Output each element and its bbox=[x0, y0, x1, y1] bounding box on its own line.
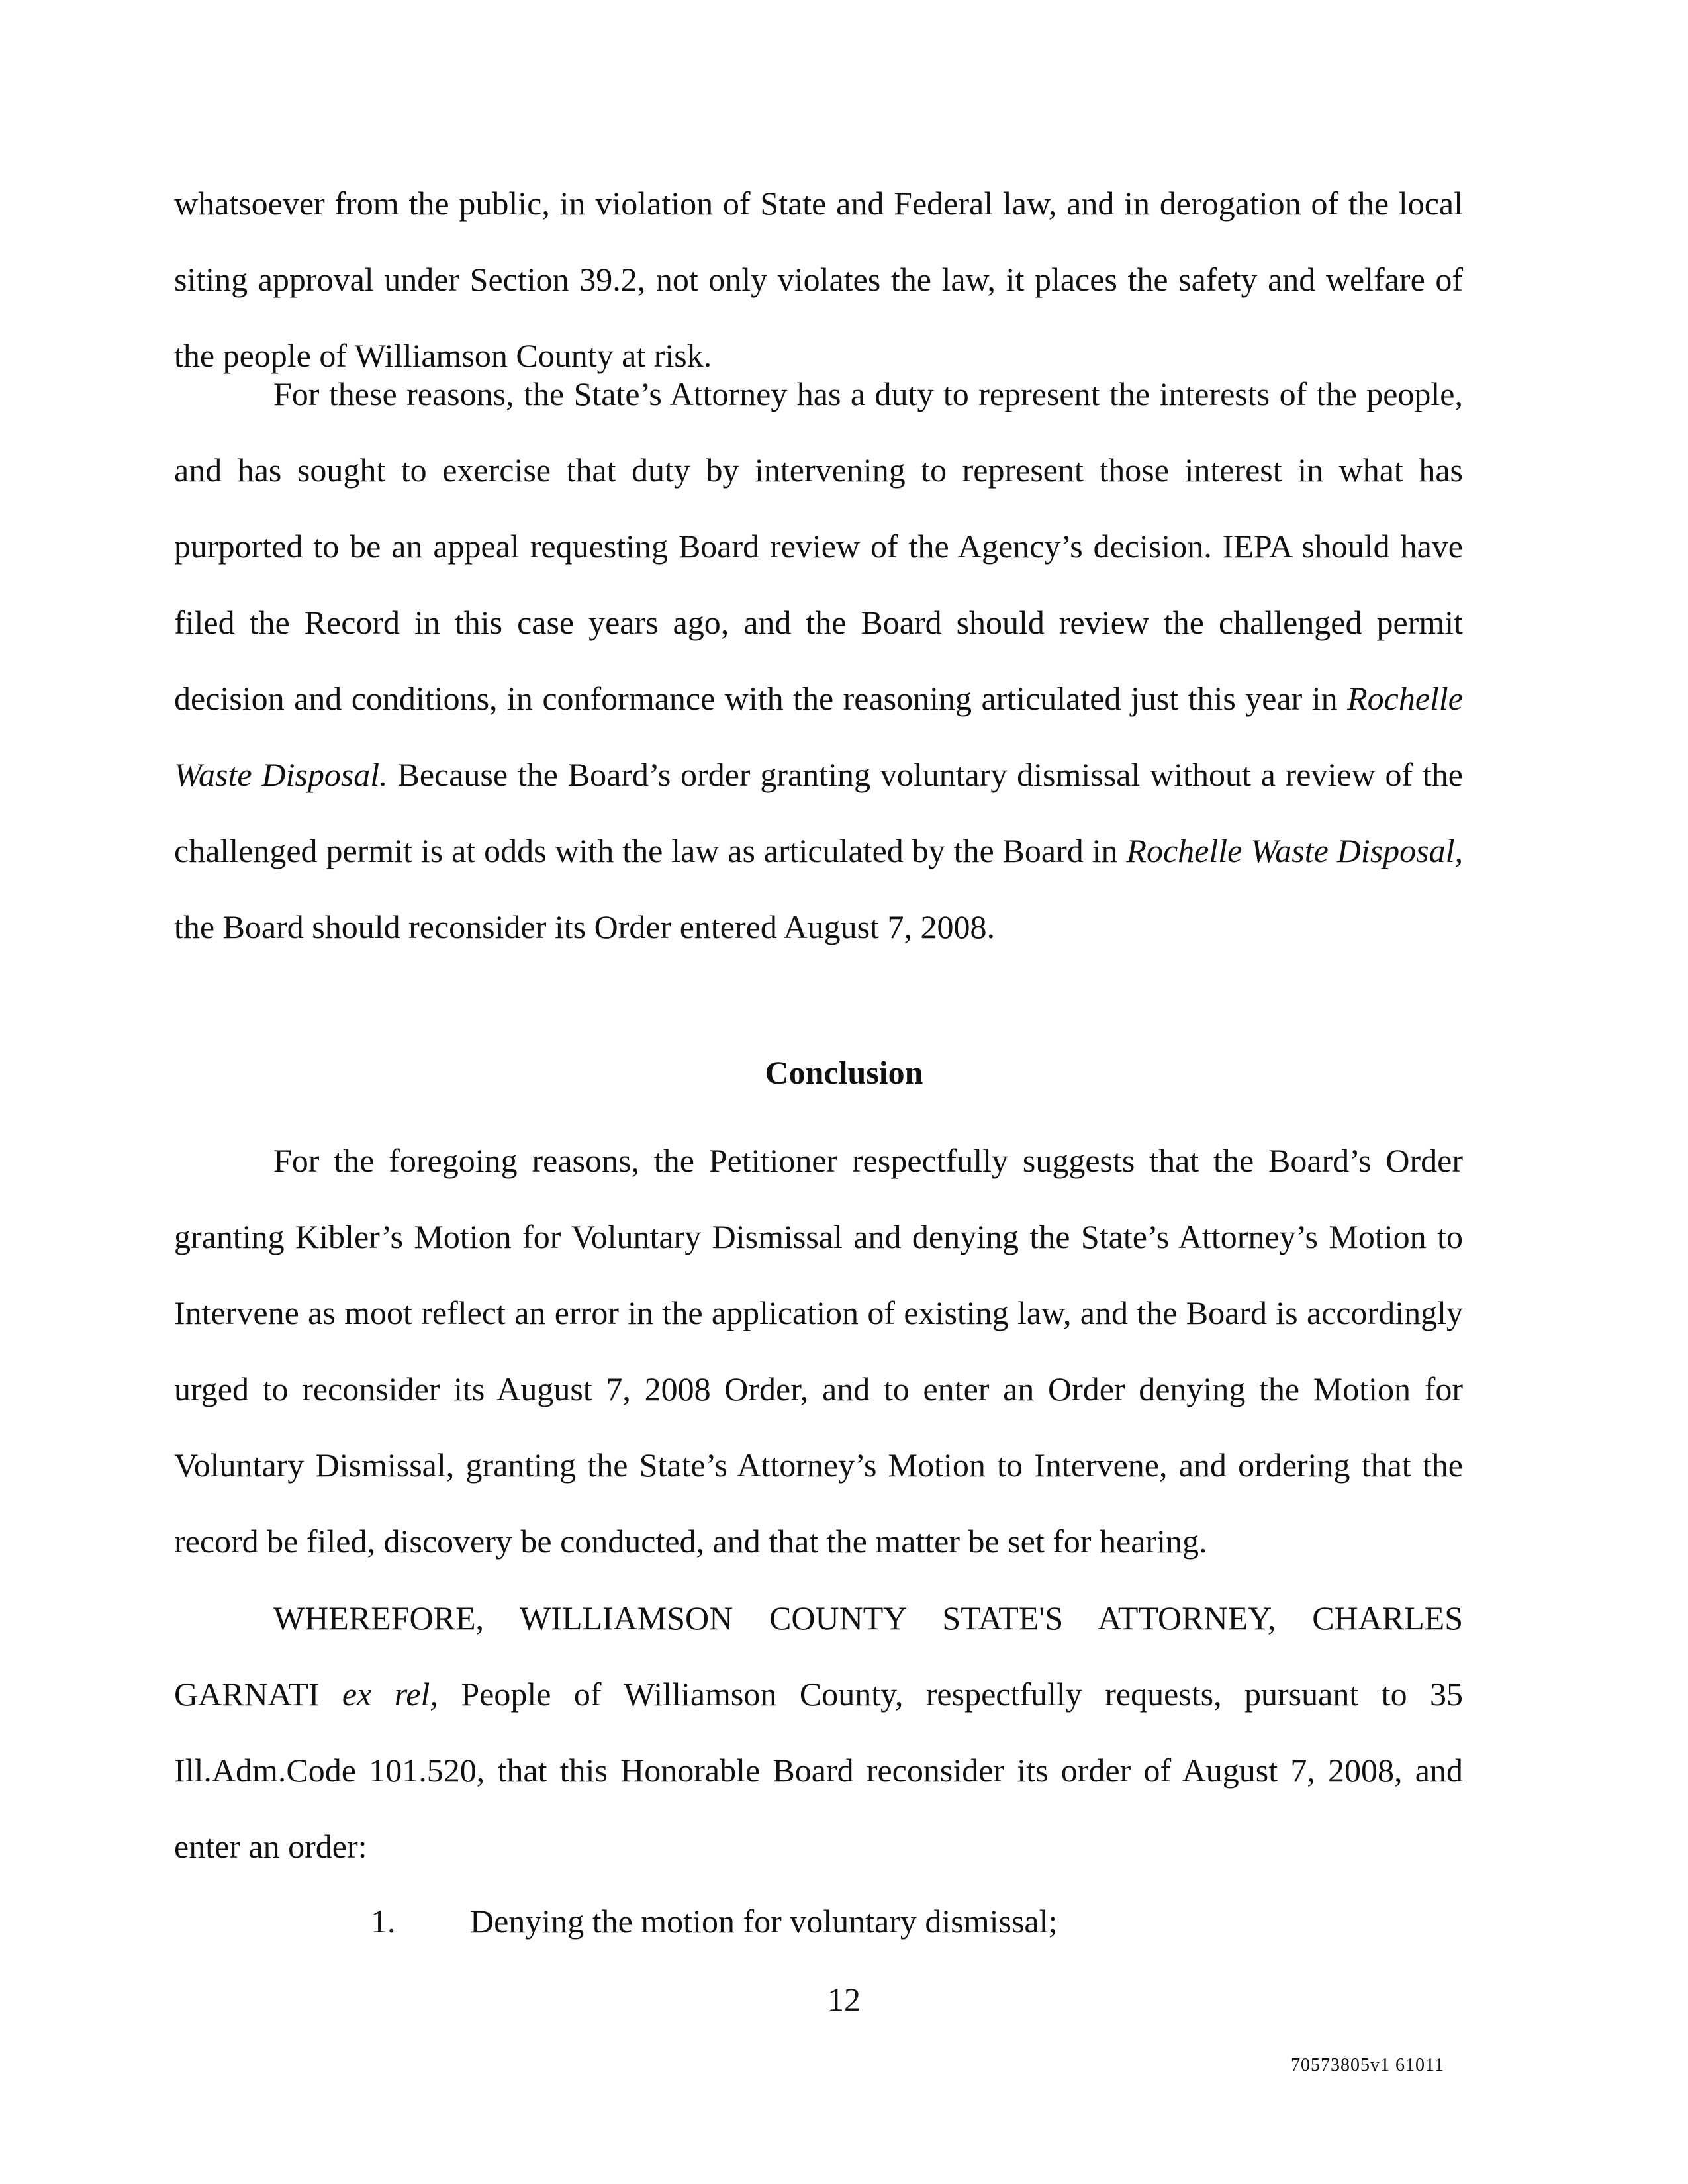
paragraph-wherefore bbox=[174, 1580, 1463, 1885]
paragraph-text: For these reasons, the State’s Attorney has a duty to represent the interests of the people, and has sought to exercise that duty by intervening to represent those interest in what has purported to be an appeal requesting Board review of the Agency’s decision. IEPA should have filed the Record in this case years ago, and the Board should review the challenged permit decision and conditions, in conformance with the reasoning articulated just this year in bbox=[174, 375, 1463, 717]
page-number: 12 bbox=[827, 1981, 861, 2018]
relief-list bbox=[371, 1895, 1057, 1948]
list-item-text: Denying the motion for voluntary dismissal; bbox=[470, 1903, 1058, 1940]
list-item-number: 1. bbox=[371, 1903, 396, 1940]
paragraph-text: WHEREFORE, WILLIAMSON COUNTY STATE'S ATTORNEY, CHARLES GARNATI bbox=[174, 1599, 1463, 1713]
case-citation: Rochelle Waste Disposal. bbox=[174, 680, 1463, 793]
paragraph-text: People of Williamson County, respectfully requests, pursuant to 35 Ill.Adm.Code 101.520, that this Honorable Board reconsider its order of August 7, 2008, and enter an order: bbox=[174, 1676, 1464, 1865]
document-id: 70573805v1 61011 bbox=[1291, 2055, 1444, 2075]
case-citation: Rochelle Waste Disposal, bbox=[1126, 832, 1463, 869]
paragraph-continuation: whatsoever from the public, in violation of State and Federal law, and in derogation of the local siting approval under Section 39.2, not only violates the law, it places the safety and welfare of the people of Williamson County at risk. bbox=[174, 185, 1463, 374]
paragraph-text: Because the Board’s order granting voluntary dismissal without a review of the challenged permit is at odds with the law as articulated by the Board in bbox=[174, 756, 1463, 869]
section-heading: Conclusion bbox=[765, 1054, 923, 1091]
paragraph-states-attorney-duty bbox=[174, 356, 1463, 965]
latin-phrase: ex rel, bbox=[342, 1676, 438, 1713]
paragraph-text: the Board should reconsider its Order entered August 7, 2008. bbox=[174, 908, 996, 945]
list-item bbox=[371, 1895, 1057, 1948]
paragraph-conclusion: For the foregoing reasons, the Petitioner respectfully suggests that the Board’s Order granting Kibler’s Motion for Voluntary Dismissal and denying the State’s Attorney’s Motion to Intervene as moot reflect an error in the application of existing law, and the Board is accordingly urged to reconsider its August 7, 2008 Order, and to enter an Order denying the Motion for Voluntary Dismissal, granting the State’s Attorney’s Motion to Intervene, and ordering that the record be filed, discovery be conducted, and that the matter be set for hearing. bbox=[174, 1142, 1463, 1560]
